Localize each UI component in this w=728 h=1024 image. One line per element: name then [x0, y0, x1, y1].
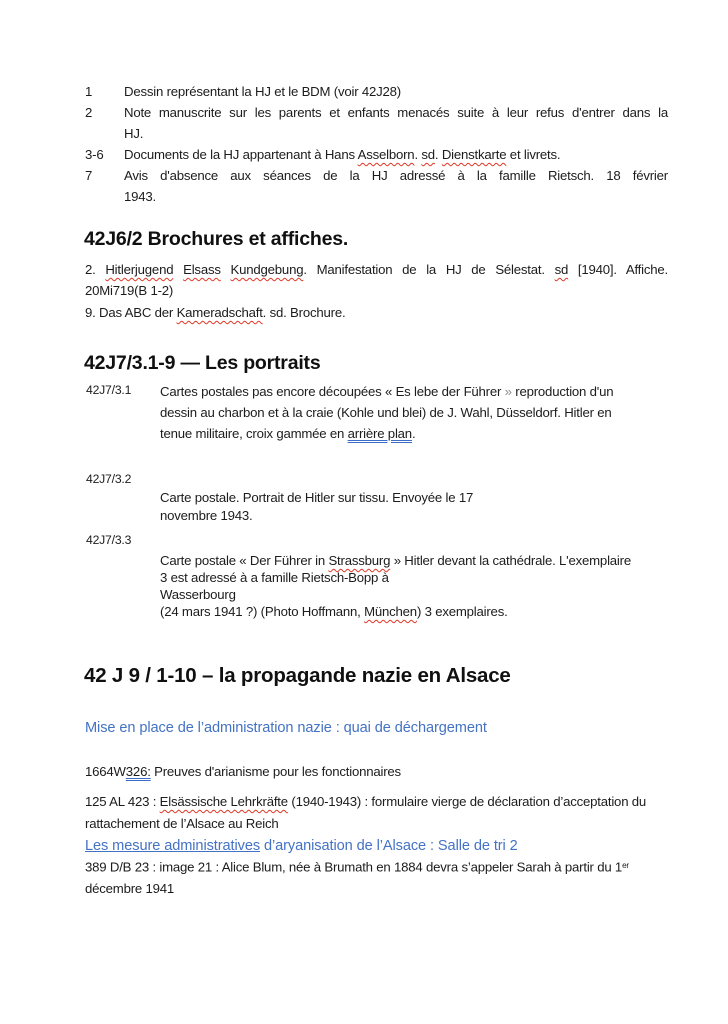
- text-line: [160, 603, 660, 620]
- text-segment: Preuves d'arianisme pour les fonctionnaires: [150, 764, 401, 779]
- paragraph-affiche: [85, 259, 668, 301]
- text-segment: » Hitler devant la cathédrale. L'exemplaire: [390, 553, 631, 568]
- text-segment: Dessin représentant la HJ et le BDM (voir 42J28): [124, 84, 401, 99]
- grammar-flagged-text: arrière plan: [347, 426, 412, 441]
- misspelled-word: Hitlerjugend: [105, 262, 174, 277]
- text-segment: tenue militaire, croix gammée en: [160, 426, 348, 441]
- text-segment: reproduction d'un: [511, 384, 614, 399]
- text-line: [124, 165, 668, 186]
- item-description: [124, 81, 668, 102]
- text-line: [160, 381, 660, 402]
- text-segment: Wasserbourg: [160, 587, 236, 602]
- text-line: [160, 402, 660, 423]
- hyperlink-text[interactable]: Les mesure administratives: [85, 838, 261, 854]
- text-segment: »: [504, 384, 512, 399]
- paragraph-brochure: [85, 302, 668, 323]
- text-segment: Note manuscrite sur les parents et enfants menacés suite à leur refus d'entrer dans la: [124, 105, 668, 120]
- text-line: [160, 569, 660, 586]
- section-heading-portraits: 42J7/3.1-9 — Les portraits: [84, 352, 321, 374]
- text-segment: [1940]. Affiche.: [568, 262, 668, 277]
- text-segment: .: [411, 426, 416, 441]
- text-segment: 125 AL 423 :: [85, 794, 160, 809]
- text-line: [85, 855, 668, 878]
- misspelled-word: Kameradschaft: [176, 305, 263, 320]
- text-segment: 2.: [85, 262, 106, 277]
- text-segment: et livrets.: [506, 147, 561, 162]
- text-segment: Cartes postales pas encore découpées « Es lebe der Führer: [160, 384, 505, 399]
- list-item: [85, 102, 668, 144]
- misspelled-word: München: [364, 604, 417, 619]
- text-segment: Carte postale « Der Führer in: [160, 553, 329, 568]
- text-line: [85, 813, 668, 835]
- entry-label-42j7-3-3: 42J7/3.3: [86, 533, 132, 547]
- entry-description: [160, 552, 660, 620]
- text-segment: HJ.: [124, 126, 144, 141]
- item-description: [124, 144, 668, 165]
- text-line: [124, 186, 668, 207]
- text-segment: Carte postale. Portrait de Hitler sur tissu. Envoyée le 17: [160, 490, 474, 505]
- misspelled-word: Elsass: [183, 262, 221, 277]
- item-description: [124, 165, 668, 207]
- text-segment: Mise en place de l’administration nazie : quai de déchargement: [85, 720, 487, 736]
- subtitle-aryanisation-link: [85, 838, 518, 854]
- text-line: [85, 280, 668, 301]
- text-line: [85, 791, 668, 813]
- item-number: 7: [85, 168, 93, 183]
- text-line: [85, 761, 668, 782]
- text-segment: dessin au charbon et à la craie (Kohle und blei) de J. Wahl, Düsseldorf. Hitler en: [160, 405, 612, 420]
- text-segment: (24 mars 1941 ?) (Photo Hoffmann,: [160, 604, 365, 619]
- text-segment: novembre 1943.: [160, 508, 253, 523]
- list-item: [85, 81, 668, 102]
- text-segment: .: [434, 147, 442, 162]
- text-segment: ) 3 exemplaires.: [416, 604, 508, 619]
- section-heading-brochures: 42J6/2 Brochures et affiches.: [84, 228, 349, 250]
- list-item: [85, 144, 668, 165]
- item-description: [124, 102, 668, 144]
- misspelled-word: Kundgebung: [230, 262, 304, 277]
- text-segment: 9. Das ABC der: [85, 305, 177, 320]
- text-line: [160, 507, 660, 525]
- text-segment: .: [414, 147, 422, 162]
- text-segment: Documents de la HJ appartenant à Hans: [124, 147, 358, 162]
- item-number: 2: [85, 105, 93, 120]
- text-segment: Avis d'absence aux séances de la HJ adressé à la famille Rietsch. 18 février: [124, 168, 668, 183]
- section-heading-propagande: 42 J 9 / 1-10 – la propagande nazie en Alsace: [84, 664, 511, 687]
- superscript-text: er: [622, 861, 629, 870]
- text-segment: 1943.: [124, 189, 157, 204]
- text-segment: . sd. Brochure.: [262, 305, 346, 320]
- misspelled-word: Elsässische Lehrkräfte: [159, 794, 288, 809]
- text-line: [124, 144, 668, 165]
- text-line: [160, 552, 660, 569]
- text-line: [124, 102, 668, 123]
- grammar-flagged-text: 326:: [125, 764, 151, 779]
- text-segment: . Manifestation de la HJ de Sélestat.: [303, 262, 555, 277]
- text-segment: rattachement de l’Alsace au Reich: [85, 816, 279, 831]
- misspelled-word: Strassburg: [328, 553, 391, 568]
- text-line: [85, 259, 668, 280]
- misspelled-word: Asselborn: [357, 147, 415, 162]
- misspelled-word: Dienstkarte: [441, 147, 507, 162]
- entry-label-42j7-3-2: 42J7/3.2: [86, 472, 132, 486]
- text-segment: d’aryanisation de l’Alsace : Salle de tri 2: [260, 838, 518, 854]
- text-segment: décembre 1941: [85, 880, 175, 896]
- text-segment: 3 est adressé à a famille Rietsch-Bopp à: [160, 570, 389, 585]
- misspelled-word: sd: [554, 262, 569, 277]
- text-line: [160, 586, 660, 603]
- entry-description: [160, 489, 660, 525]
- text-segment: 20Mi719(B 1-2): [85, 283, 174, 298]
- entry-label-42j7-3-1: 42J7/3.1: [86, 383, 132, 397]
- list-item: [85, 165, 668, 207]
- subtitle-administration: [85, 720, 487, 736]
- text-segment: 389 D/B 23 : image 21 : Alice Blum, née à Brumath en 1884 devra s’appeler Sarah à partir du 1: [85, 859, 623, 875]
- text-line: [85, 878, 668, 899]
- item-number: 3-6: [85, 147, 104, 162]
- text-segment: [173, 262, 183, 277]
- text-segment: 1664W: [85, 764, 126, 779]
- item-number: 1: [85, 84, 93, 99]
- misspelled-word: sd: [421, 147, 435, 162]
- paragraph-lehrkraefte: [85, 791, 668, 835]
- text-line: [160, 489, 660, 507]
- text-line: [85, 720, 487, 736]
- text-line: [124, 123, 668, 144]
- entry-description: [160, 381, 660, 444]
- paragraph-alice-blum: [85, 855, 668, 899]
- archive-item-list: [85, 81, 668, 207]
- text-line: [160, 423, 660, 444]
- text-line: [85, 302, 668, 323]
- paragraph-arianisme: [85, 761, 668, 782]
- text-line: [124, 81, 668, 102]
- text-segment: (1940-1943) : formulaire vierge de déclaration d’acceptation du: [287, 794, 647, 809]
- text-segment: [221, 262, 231, 277]
- text-line: [85, 838, 518, 854]
